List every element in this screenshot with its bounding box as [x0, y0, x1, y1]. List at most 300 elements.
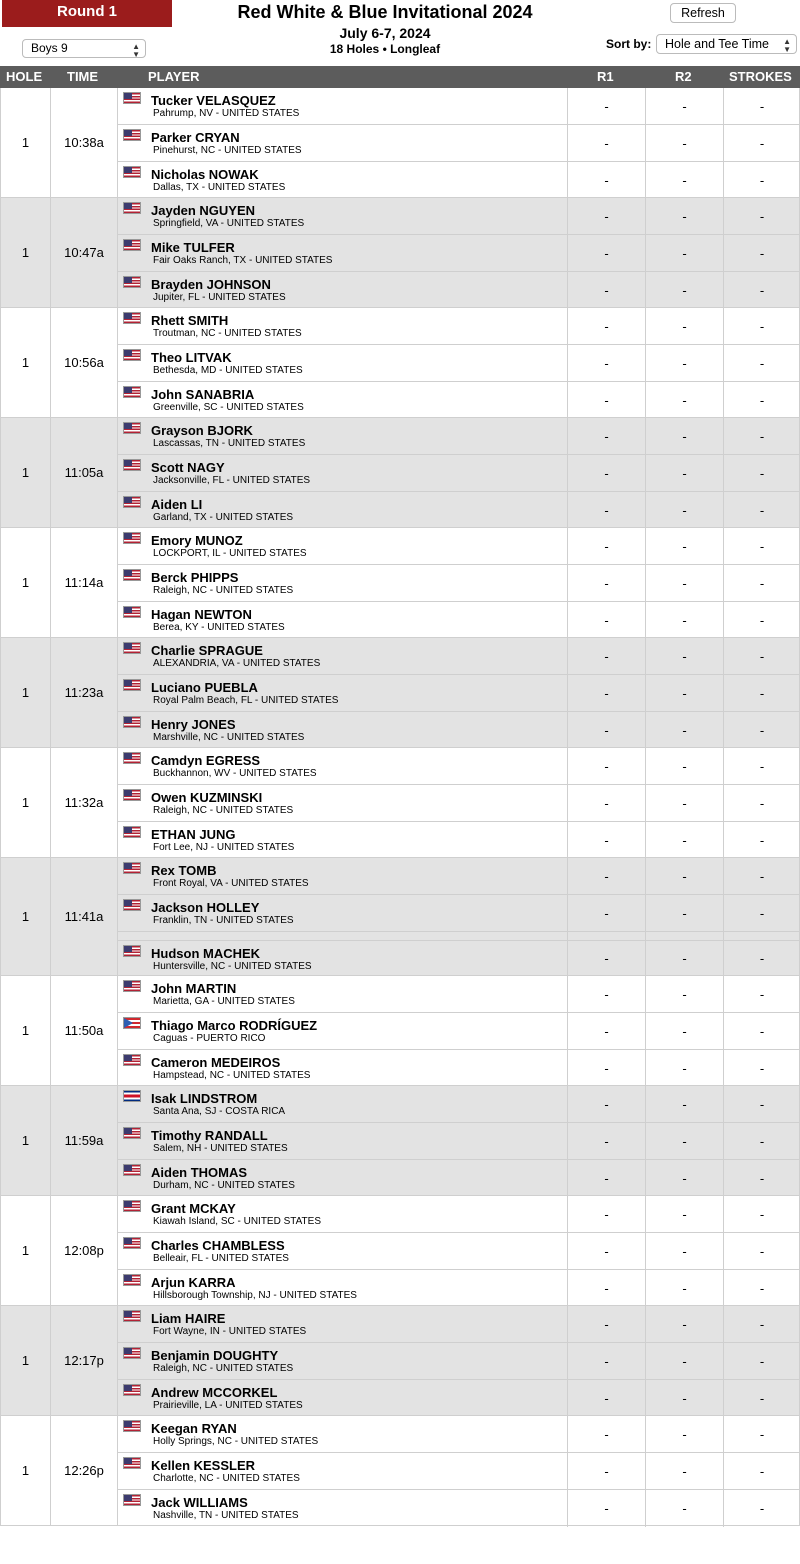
- strokes-score-cell: -: [723, 1416, 800, 1452]
- tee-time-group: [0, 748, 800, 858]
- column-header-r2[interactable]: R2: [675, 69, 692, 84]
- player-row[interactable]: [118, 822, 800, 859]
- column-header-time[interactable]: TIME: [67, 69, 99, 84]
- player-row[interactable]: [118, 565, 800, 602]
- player-location: ALEXANDRIA, VA - UNITED STATES: [153, 658, 321, 669]
- r2-score-cell: -: [645, 345, 723, 381]
- r1-score-cell: -: [567, 1123, 645, 1159]
- strokes-score-cell: -: [723, 345, 800, 381]
- strokes-score-cell: -: [723, 455, 800, 491]
- player-name[interactable]: Camdyn EGRESS: [151, 753, 261, 768]
- us-flag-icon: [123, 752, 141, 764]
- tee-time-group: [0, 1086, 800, 1196]
- r1-score-cell: -: [567, 1380, 645, 1417]
- tee-time-group: [0, 528, 800, 638]
- cr-flag-icon: [123, 1090, 141, 1102]
- hole-cell: 1: [1, 1196, 51, 1305]
- player-name[interactable]: Aiden LI: [151, 497, 203, 512]
- player-row[interactable]: [118, 1196, 800, 1233]
- player-row[interactable]: [118, 748, 800, 785]
- player-row[interactable]: [118, 162, 800, 199]
- player-row[interactable]: [118, 272, 800, 309]
- player-location: Hampstead, NC - UNITED STATES: [153, 1070, 311, 1081]
- strokes-score-cell: -: [723, 418, 800, 454]
- player-row[interactable]: [118, 1380, 800, 1417]
- hole-cell: 1: [1, 308, 51, 417]
- player-name[interactable]: Owen KUZMINSKI: [151, 790, 263, 805]
- strokes-score-cell: -: [723, 1270, 800, 1307]
- tee-time-table: [0, 88, 800, 1526]
- player-name[interactable]: Parker CRYAN: [151, 130, 240, 145]
- us-flag-icon: [123, 569, 141, 581]
- player-name[interactable]: Charlie SPRAGUE: [151, 643, 263, 658]
- player-row[interactable]: [118, 1233, 800, 1270]
- us-flag-icon: [123, 642, 141, 654]
- player-row[interactable]: [118, 858, 800, 895]
- player-row[interactable]: [118, 785, 800, 822]
- page-header: [0, 0, 800, 66]
- r2-score-cell: -: [645, 198, 723, 234]
- sort-select-value: Hole and Tee Time: [665, 37, 769, 51]
- player-location: LOCKPORT, IL - UNITED STATES: [153, 548, 307, 559]
- player-location: Berea, KY - UNITED STATES: [153, 622, 285, 633]
- player-row[interactable]: [118, 455, 800, 492]
- player-row[interactable]: [118, 308, 800, 345]
- hole-cell: 1: [1, 198, 51, 307]
- tee-time-group: [0, 308, 800, 418]
- player-name[interactable]: Jack WILLIAMS: [151, 1495, 248, 1510]
- us-flag-icon: [123, 789, 141, 801]
- r2-score-cell: -: [645, 1233, 723, 1269]
- us-flag-icon: [123, 1164, 141, 1176]
- player-location: Garland, TX - UNITED STATES: [153, 512, 294, 523]
- tee-time-group: [0, 638, 800, 748]
- player-location: Fort Wayne, IN - UNITED STATES: [153, 1326, 307, 1337]
- player-row[interactable]: [118, 345, 800, 382]
- player-name[interactable]: Timothy RANDALL: [151, 1128, 268, 1143]
- player-name[interactable]: Charles CHAMBLESS: [151, 1238, 285, 1253]
- us-flag-icon: [123, 826, 141, 838]
- tee-time-group: [0, 198, 800, 308]
- r1-score-cell: -: [567, 418, 645, 454]
- tee-time-cell: 11:50a: [51, 976, 118, 1085]
- player-row[interactable]: [118, 1086, 800, 1123]
- r2-score-cell: [645, 932, 723, 940]
- r1-score-cell: -: [567, 822, 645, 859]
- us-flag-icon: [123, 276, 141, 288]
- player-name[interactable]: Brayden JOHNSON: [151, 277, 271, 292]
- strokes-score-cell: -: [723, 565, 800, 601]
- r1-score-cell: -: [567, 1086, 645, 1122]
- event-dates: July 6-7, 2024: [339, 25, 431, 41]
- r2-score-cell: -: [645, 976, 723, 1012]
- r2-score-cell: -: [645, 602, 723, 639]
- r1-score-cell: -: [567, 638, 645, 674]
- us-flag-icon: [123, 606, 141, 618]
- strokes-score-cell: -: [723, 895, 800, 931]
- us-flag-icon: [123, 1457, 141, 1469]
- r1-score-cell: -: [567, 492, 645, 529]
- player-row[interactable]: [118, 1416, 800, 1453]
- player-row[interactable]: [118, 932, 800, 941]
- hole-cell: 1: [1, 1086, 51, 1195]
- player-name[interactable]: Liam HAIRE: [151, 1311, 226, 1326]
- tee-time-group: [0, 976, 800, 1086]
- r1-score-cell: -: [567, 941, 645, 976]
- player-row[interactable]: [118, 941, 800, 976]
- player-location: Nashville, TN - UNITED STATES: [153, 1510, 299, 1521]
- us-flag-icon: [123, 1310, 141, 1322]
- player-row[interactable]: [118, 895, 800, 932]
- player-name[interactable]: Jayden NGUYEN: [151, 203, 256, 218]
- player-location: Holly Springs, NC - UNITED STATES: [153, 1436, 319, 1447]
- tee-time-cell: 12:17p: [51, 1306, 118, 1415]
- r1-score-cell: -: [567, 235, 645, 271]
- strokes-score-cell: -: [723, 1160, 800, 1197]
- r2-score-cell: -: [645, 235, 723, 271]
- r2-score-cell: -: [645, 1013, 723, 1049]
- sort-select[interactable]: [656, 34, 797, 54]
- r1-score-cell: -: [567, 455, 645, 491]
- r2-score-cell: -: [645, 895, 723, 931]
- r2-score-cell: -: [645, 748, 723, 784]
- r1-score-cell: -: [567, 88, 645, 124]
- player-name[interactable]: Benjamin DOUGHTY: [151, 1348, 279, 1363]
- player-location: Marietta, GA - UNITED STATES: [153, 996, 295, 1007]
- course-info: 18 Holes • Longleaf: [329, 42, 441, 56]
- strokes-score-cell: -: [723, 1380, 800, 1417]
- strokes-score-cell: -: [723, 198, 800, 234]
- us-flag-icon: [123, 532, 141, 544]
- player-location: Hillsborough Township, NJ - UNITED STATES: [153, 1290, 357, 1301]
- player-row[interactable]: [118, 976, 800, 1013]
- table-header: [0, 66, 800, 88]
- player-location: Dallas, TX - UNITED STATES: [153, 182, 286, 193]
- r1-score-cell: -: [567, 1416, 645, 1452]
- r2-score-cell: -: [645, 785, 723, 821]
- tee-time-group: [0, 1306, 800, 1416]
- us-flag-icon: [123, 1274, 141, 1286]
- hole-cell: 1: [1, 858, 51, 975]
- strokes-score-cell: -: [723, 858, 800, 894]
- us-flag-icon: [123, 386, 141, 398]
- tee-time-cell: 10:56a: [51, 308, 118, 417]
- tee-time-cell: 11:32a: [51, 748, 118, 857]
- r2-score-cell: -: [645, 1306, 723, 1342]
- r1-score-cell: -: [567, 1343, 645, 1379]
- us-flag-icon: [123, 1347, 141, 1359]
- player-row[interactable]: [118, 418, 800, 455]
- strokes-score-cell: -: [723, 1453, 800, 1489]
- strokes-score-cell: -: [723, 382, 800, 419]
- r2-score-cell: -: [645, 1380, 723, 1417]
- us-flag-icon: [123, 459, 141, 471]
- us-flag-icon: [123, 166, 141, 178]
- player-location: Durham, NC - UNITED STATES: [153, 1180, 295, 1191]
- strokes-score-cell: -: [723, 941, 800, 976]
- player-name[interactable]: Theo LITVAK: [151, 350, 232, 365]
- player-name[interactable]: Keegan RYAN: [151, 1421, 237, 1436]
- r1-score-cell: -: [567, 1453, 645, 1489]
- player-location: Bethesda, MD - UNITED STATES: [153, 365, 303, 376]
- us-flag-icon: [123, 202, 141, 214]
- hole-cell: 1: [1, 748, 51, 857]
- player-name[interactable]: Luciano PUEBLA: [151, 680, 258, 695]
- player-row[interactable]: [118, 638, 800, 675]
- player-name[interactable]: John MARTIN: [151, 981, 237, 996]
- r2-score-cell: -: [645, 712, 723, 749]
- player-row[interactable]: [118, 1013, 800, 1050]
- r1-score-cell: -: [567, 308, 645, 344]
- player-name[interactable]: Hagan NEWTON: [151, 607, 252, 622]
- player-row[interactable]: [118, 1453, 800, 1490]
- player-location: Jacksonville, FL - UNITED STATES: [153, 475, 311, 486]
- strokes-score-cell: -: [723, 308, 800, 344]
- r2-score-cell: -: [645, 1086, 723, 1122]
- r2-score-cell: -: [645, 162, 723, 199]
- column-header-player[interactable]: PLAYER: [148, 69, 200, 84]
- r2-score-cell: -: [645, 308, 723, 344]
- strokes-score-cell: -: [723, 976, 800, 1012]
- r1-score-cell: -: [567, 162, 645, 199]
- us-flag-icon: [123, 92, 141, 104]
- player-name[interactable]: ETHAN JUNG: [151, 827, 236, 842]
- r2-score-cell: -: [645, 1343, 723, 1379]
- division-select-value: Boys 9: [31, 41, 68, 55]
- player-row[interactable]: [118, 235, 800, 272]
- us-flag-icon: [123, 496, 141, 508]
- player-location: Caguas - PUERTO RICO: [153, 1033, 266, 1044]
- strokes-score-cell: -: [723, 1013, 800, 1049]
- player-location: Charlotte, NC - UNITED STATES: [153, 1473, 300, 1484]
- r2-score-cell: -: [645, 1270, 723, 1307]
- r1-score-cell: -: [567, 382, 645, 419]
- player-name[interactable]: Rhett SMITH: [151, 313, 229, 328]
- strokes-score-cell: -: [723, 235, 800, 271]
- us-flag-icon: [123, 349, 141, 361]
- player-row[interactable]: [118, 1270, 800, 1307]
- player-location: Huntersville, NC - UNITED STATES: [153, 961, 312, 972]
- us-flag-icon: [123, 1384, 141, 1396]
- r2-score-cell: -: [645, 1453, 723, 1489]
- player-location: Springfield, VA - UNITED STATES: [153, 218, 305, 229]
- column-header-r1[interactable]: R1: [597, 69, 614, 84]
- player-row[interactable]: [118, 1343, 800, 1380]
- strokes-score-cell: -: [723, 602, 800, 639]
- player-row[interactable]: [118, 1123, 800, 1160]
- r2-score-cell: -: [645, 1490, 723, 1527]
- player-row[interactable]: [118, 492, 800, 529]
- r2-score-cell: -: [645, 88, 723, 124]
- r1-score-cell: -: [567, 345, 645, 381]
- us-flag-icon: [123, 899, 141, 911]
- r1-score-cell: -: [567, 976, 645, 1012]
- player-name[interactable]: Hudson MACHEK: [151, 946, 261, 961]
- player-row[interactable]: [118, 712, 800, 749]
- r2-score-cell: -: [645, 1196, 723, 1232]
- strokes-score-cell: -: [723, 675, 800, 711]
- player-row[interactable]: [118, 1050, 800, 1087]
- r2-score-cell: -: [645, 382, 723, 419]
- tee-time-group: [0, 858, 800, 976]
- player-location: Jupiter, FL - UNITED STATES: [153, 292, 286, 303]
- player-name[interactable]: Berck PHIPPS: [151, 570, 239, 585]
- strokes-score-cell: -: [723, 88, 800, 124]
- sort-label: Sort by:: [606, 37, 652, 51]
- player-name[interactable]: Grant MCKAY: [151, 1201, 236, 1216]
- us-flag-icon: [123, 1200, 141, 1212]
- round-tab[interactable]: Round 1: [2, 0, 172, 27]
- player-name[interactable]: Scott NAGY: [151, 460, 225, 475]
- r2-score-cell: -: [645, 492, 723, 529]
- r1-score-cell: -: [567, 1490, 645, 1527]
- r1-score-cell: -: [567, 1050, 645, 1087]
- strokes-score-cell: -: [723, 1050, 800, 1087]
- player-row[interactable]: [118, 528, 800, 565]
- r1-score-cell: -: [567, 1270, 645, 1307]
- hole-cell: 1: [1, 88, 51, 197]
- player-location: Kiawah Island, SC - UNITED STATES: [153, 1216, 322, 1227]
- tee-time-cell: 10:47a: [51, 198, 118, 307]
- player-row[interactable]: [118, 1306, 800, 1343]
- player-location: Franklin, TN - UNITED STATES: [153, 915, 294, 926]
- tee-time-cell: 12:08p: [51, 1196, 118, 1305]
- strokes-score-cell: -: [723, 712, 800, 749]
- player-location: Royal Palm Beach, FL - UNITED STATES: [153, 695, 339, 706]
- us-flag-icon: [123, 679, 141, 691]
- tee-time-cell: 11:05a: [51, 418, 118, 527]
- strokes-score-cell: -: [723, 785, 800, 821]
- player-name[interactable]: Nicholas NOWAK: [151, 167, 259, 182]
- r1-score-cell: -: [567, 602, 645, 639]
- r2-score-cell: -: [645, 675, 723, 711]
- hole-cell: 1: [1, 1416, 51, 1525]
- player-location: Buckhannon, WV - UNITED STATES: [153, 768, 317, 779]
- strokes-score-cell: -: [723, 492, 800, 529]
- player-location: Santa Ana, SJ - COSTA RICA: [153, 1106, 286, 1117]
- strokes-score-cell: -: [723, 638, 800, 674]
- us-flag-icon: [123, 980, 141, 992]
- player-row[interactable]: [118, 198, 800, 235]
- player-name[interactable]: Andrew MCCORKEL: [151, 1385, 278, 1400]
- player-name[interactable]: Tucker VELASQUEZ: [151, 93, 276, 108]
- player-location: Lascassas, TN - UNITED STATES: [153, 438, 306, 449]
- hole-cell: 1: [1, 528, 51, 637]
- player-location: Pinehurst, NC - UNITED STATES: [153, 145, 302, 156]
- r1-score-cell: -: [567, 785, 645, 821]
- us-flag-icon: [123, 422, 141, 434]
- r2-score-cell: -: [645, 418, 723, 454]
- tee-time-cell: 10:38a: [51, 88, 118, 197]
- player-row[interactable]: [118, 602, 800, 639]
- select-arrows-icon: ▲ ▼: [783, 37, 791, 54]
- player-name[interactable]: Aiden THOMAS: [151, 1165, 248, 1180]
- player-name[interactable]: Thiago Marco RODRÍGUEZ: [151, 1018, 318, 1033]
- strokes-score-cell: -: [723, 1343, 800, 1379]
- player-row[interactable]: [118, 1490, 800, 1527]
- hole-cell: 1: [1, 638, 51, 747]
- r1-score-cell: [567, 932, 645, 940]
- us-flag-icon: [123, 1127, 141, 1139]
- refresh-button[interactable]: Refresh: [670, 3, 736, 23]
- r2-score-cell: -: [645, 822, 723, 859]
- tee-time-group: [0, 88, 800, 198]
- player-location: Raleigh, NC - UNITED STATES: [153, 585, 294, 596]
- player-location: Troutman, NC - UNITED STATES: [153, 328, 302, 339]
- r2-score-cell: -: [645, 272, 723, 309]
- r2-score-cell: -: [645, 858, 723, 894]
- strokes-score-cell: -: [723, 822, 800, 859]
- player-name[interactable]: Henry JONES: [151, 717, 236, 732]
- r1-score-cell: -: [567, 1306, 645, 1342]
- r2-score-cell: -: [645, 1123, 723, 1159]
- strokes-score-cell: [723, 932, 800, 940]
- player-row[interactable]: [118, 382, 800, 419]
- player-row[interactable]: [118, 125, 800, 162]
- player-name[interactable]: Rex TOMB: [151, 863, 217, 878]
- player-row[interactable]: [118, 675, 800, 712]
- us-flag-icon: [123, 1420, 141, 1432]
- player-location: Fort Lee, NJ - UNITED STATES: [153, 842, 295, 853]
- us-flag-icon: [123, 1054, 141, 1066]
- us-flag-icon: [123, 716, 141, 728]
- player-row[interactable]: [118, 88, 800, 125]
- strokes-score-cell: -: [723, 1086, 800, 1122]
- r1-score-cell: -: [567, 1196, 645, 1232]
- player-name[interactable]: Isak LINDSTROM: [151, 1091, 258, 1106]
- player-name[interactable]: Grayson BJORK: [151, 423, 253, 438]
- player-location: Prairieville, LA - UNITED STATES: [153, 1400, 303, 1411]
- strokes-score-cell: -: [723, 748, 800, 784]
- player-location: Fair Oaks Ranch, TX - UNITED STATES: [153, 255, 333, 266]
- strokes-score-cell: -: [723, 125, 800, 161]
- tee-time-group: [0, 418, 800, 528]
- column-header-strokes[interactable]: STROKES: [729, 69, 792, 84]
- player-row[interactable]: [118, 1160, 800, 1197]
- player-name[interactable]: Kellen KESSLER: [151, 1458, 256, 1473]
- strokes-score-cell: -: [723, 1196, 800, 1232]
- player-name[interactable]: John SANABRIA: [151, 387, 255, 402]
- player-location: Belleair, FL - UNITED STATES: [153, 1253, 289, 1264]
- r2-score-cell: -: [645, 941, 723, 976]
- strokes-score-cell: -: [723, 1123, 800, 1159]
- column-header-hole[interactable]: HOLE: [6, 69, 43, 84]
- r1-score-cell: -: [567, 858, 645, 894]
- us-flag-icon: [123, 1494, 141, 1506]
- r2-score-cell: -: [645, 1160, 723, 1197]
- r1-score-cell: -: [567, 895, 645, 931]
- r2-score-cell: -: [645, 1050, 723, 1087]
- player-name[interactable]: Jackson HOLLEY: [151, 900, 260, 915]
- player-name[interactable]: Arjun KARRA: [151, 1275, 236, 1290]
- r1-score-cell: -: [567, 198, 645, 234]
- us-flag-icon: [123, 945, 141, 957]
- r1-score-cell: -: [567, 748, 645, 784]
- r1-score-cell: -: [567, 1013, 645, 1049]
- player-name[interactable]: Mike TULFER: [151, 240, 235, 255]
- player-location: Greenville, SC - UNITED STATES: [153, 402, 304, 413]
- player-name[interactable]: Cameron MEDEIROS: [151, 1055, 281, 1070]
- r2-score-cell: -: [645, 638, 723, 674]
- tee-time-group: [0, 1416, 800, 1526]
- player-name[interactable]: Emory MUNOZ: [151, 533, 243, 548]
- us-flag-icon: [123, 239, 141, 251]
- r1-score-cell: -: [567, 125, 645, 161]
- strokes-score-cell: -: [723, 272, 800, 309]
- select-arrows-icon: ▲ ▼: [132, 42, 140, 59]
- us-flag-icon: [123, 312, 141, 324]
- r1-score-cell: -: [567, 1160, 645, 1197]
